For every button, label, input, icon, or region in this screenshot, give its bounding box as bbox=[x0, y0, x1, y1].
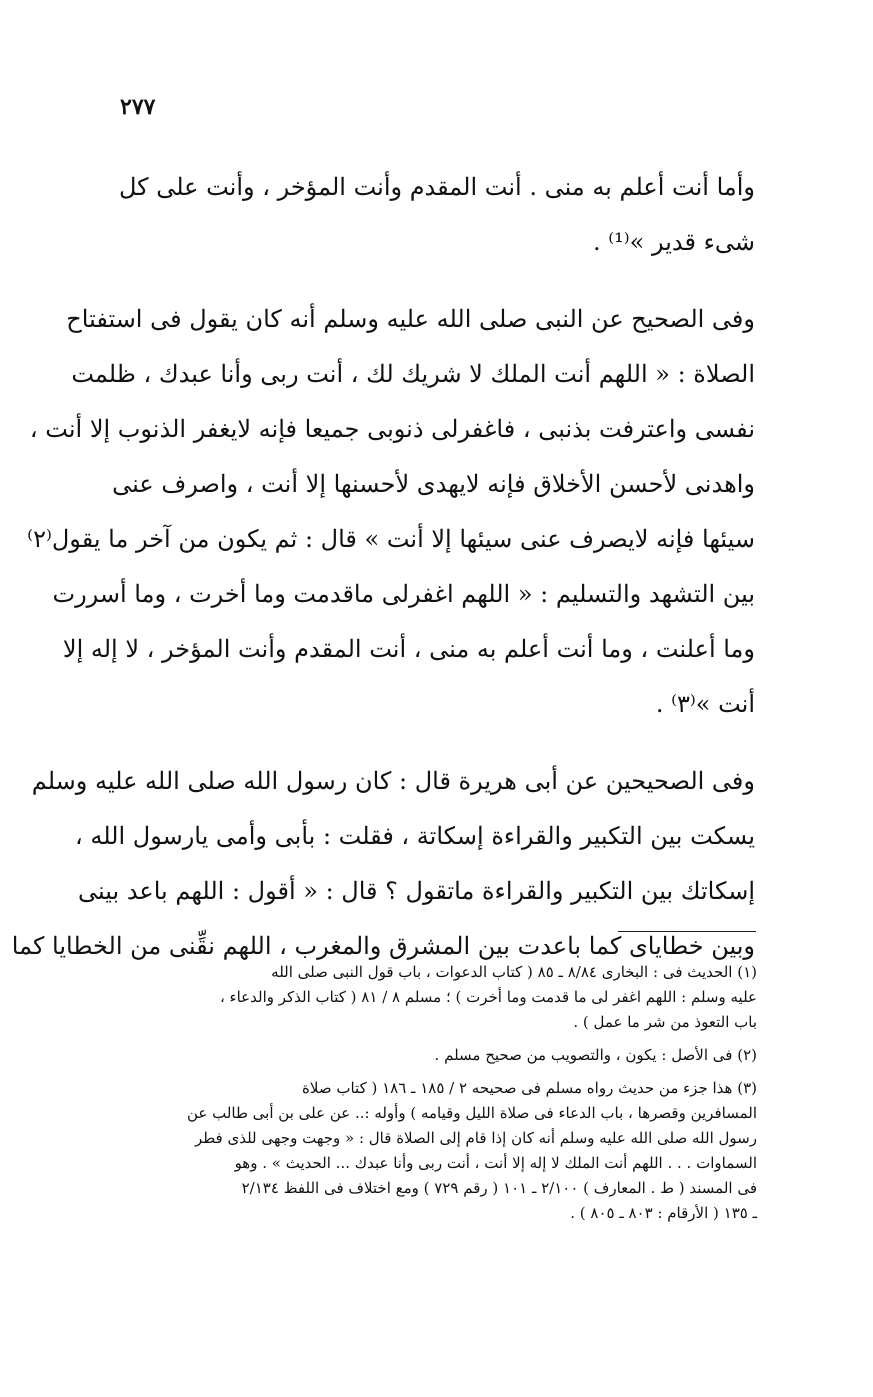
text-line: سيئها فإنه لايصرف عنى سيئها إلا أنت » قال : ثم يكون من آخر ما يقول⁽٢⁾ bbox=[27, 525, 755, 553]
footnote-line: (١) الحديث فى : البخارى ٨/٨٤ ـ ٨٥ ( كتاب الدعوات ، باب قول النبى صلى الله bbox=[271, 963, 757, 981]
paragraph bbox=[11, 754, 755, 974]
text-line: وفى الصحيح عن النبى صلى الله عليه وسلم أنه كان يقول فى استفتاح bbox=[66, 305, 755, 333]
footnote bbox=[116, 1076, 757, 1226]
footnote-line: رسول الله صلى الله عليه وسلم أنه كان إذا قام إلى الصلاة قال : « وجهت وجهى للذى فطر bbox=[194, 1129, 757, 1147]
footnotes bbox=[116, 960, 757, 1234]
text-line: وفى الصحيحين عن أبى هريرة قال : كان رسول الله صلى الله عليه وسلم bbox=[31, 767, 755, 795]
footnote-line: ـ ١٣٥ ( الأرقام : ٨٠٣ ـ ٨٠٥ ) . bbox=[570, 1204, 757, 1222]
paragraph bbox=[118, 160, 755, 270]
footnote bbox=[116, 960, 757, 1035]
text-line: وأما أنت أعلم به منى . أنت المقدم وأنت المؤخر ، وأنت على كل bbox=[118, 173, 755, 201]
footnote-line: المسافرين وقصرها ، باب الدعاء فى صلاة الليل وقيامه ) وأوله :.. عن على بن أبى طالب عن bbox=[186, 1104, 757, 1122]
footnote-line: (٣) هذا جزء من حديث رواه مسلم فى صحيحه ٢ / ١٨٥ ـ ١٨٦ ( كتاب صلاة bbox=[302, 1079, 757, 1097]
text-line: يسكت بين التكبير والقراءة إسكاتة ، فقلت : بأبى وأمى يارسول الله ، bbox=[74, 822, 755, 850]
main-text bbox=[11, 160, 755, 974]
page-number: ٢٧٧ bbox=[120, 94, 156, 120]
text-line: إسكاتك بين التكبير والقراءة ماتقول ؟ قال : « أقول : اللهم باعد بينى bbox=[78, 877, 755, 905]
footnote-line: باب التعوذ من شر ما عمل ) . bbox=[573, 1013, 757, 1031]
footnote-line: عليه وسلم : اللهم اغفر لى ما قدمت وما أخرت ) ؛ مسلم ٨ / ٨١ ( كتاب الذكر والدعاء ، bbox=[219, 988, 757, 1006]
paragraph bbox=[27, 292, 755, 732]
text-line: الصلاة : « اللهم أنت الملك لا شريك لك ، أنت ربى وأنا عبدك ، ظلمت bbox=[71, 360, 755, 388]
footnote-divider bbox=[618, 931, 756, 932]
footnote-line: فى المسند ( ط . المعارف ) ٢/١٠٠ ـ ١٠١ ( رقم ٧٢٩ ) ومع اختلاف فى اللفظ ٢/١٣٤ bbox=[241, 1179, 757, 1197]
text-line: بين التشهد والتسليم : « اللهم اغفرلى ماقدمت وما أخرت ، وما أسررت bbox=[52, 580, 755, 608]
footnote bbox=[116, 1043, 757, 1068]
text-line: أنت »⁽٣⁾ . bbox=[655, 690, 755, 718]
text-line: واهدنى لأحسن الأخلاق فإنه لايهدى لأحسنها إلا أنت ، واصرف عنى bbox=[112, 470, 755, 498]
text-line: نفسى واعترفت بذنبى ، فاغفرلى ذنوبى جميعا فإنه لايغفر الذنوب إلا أنت ، bbox=[29, 415, 755, 443]
text-line: شىء قدير »⁽¹⁾ . bbox=[592, 228, 755, 256]
footnote-line: السماوات . . . اللهم أنت الملك لا إله إلا أنت ، أنت ربى وأنا عبدك ... الحديث » . وهو bbox=[234, 1154, 757, 1172]
footnote-line: (٢) فى الأصل : يكون ، والتصويب من صحيح مسلم . bbox=[434, 1046, 757, 1064]
text-line: وما أعلنت ، وما أنت أعلم به منى ، أنت المقدم وأنت المؤخر ، لا إله إلا bbox=[62, 635, 755, 663]
text-line: وبين خطاياى كما باعدت بين المشرق والمغرب ، اللهم نقِّنى من الخطايا كما bbox=[11, 932, 755, 960]
